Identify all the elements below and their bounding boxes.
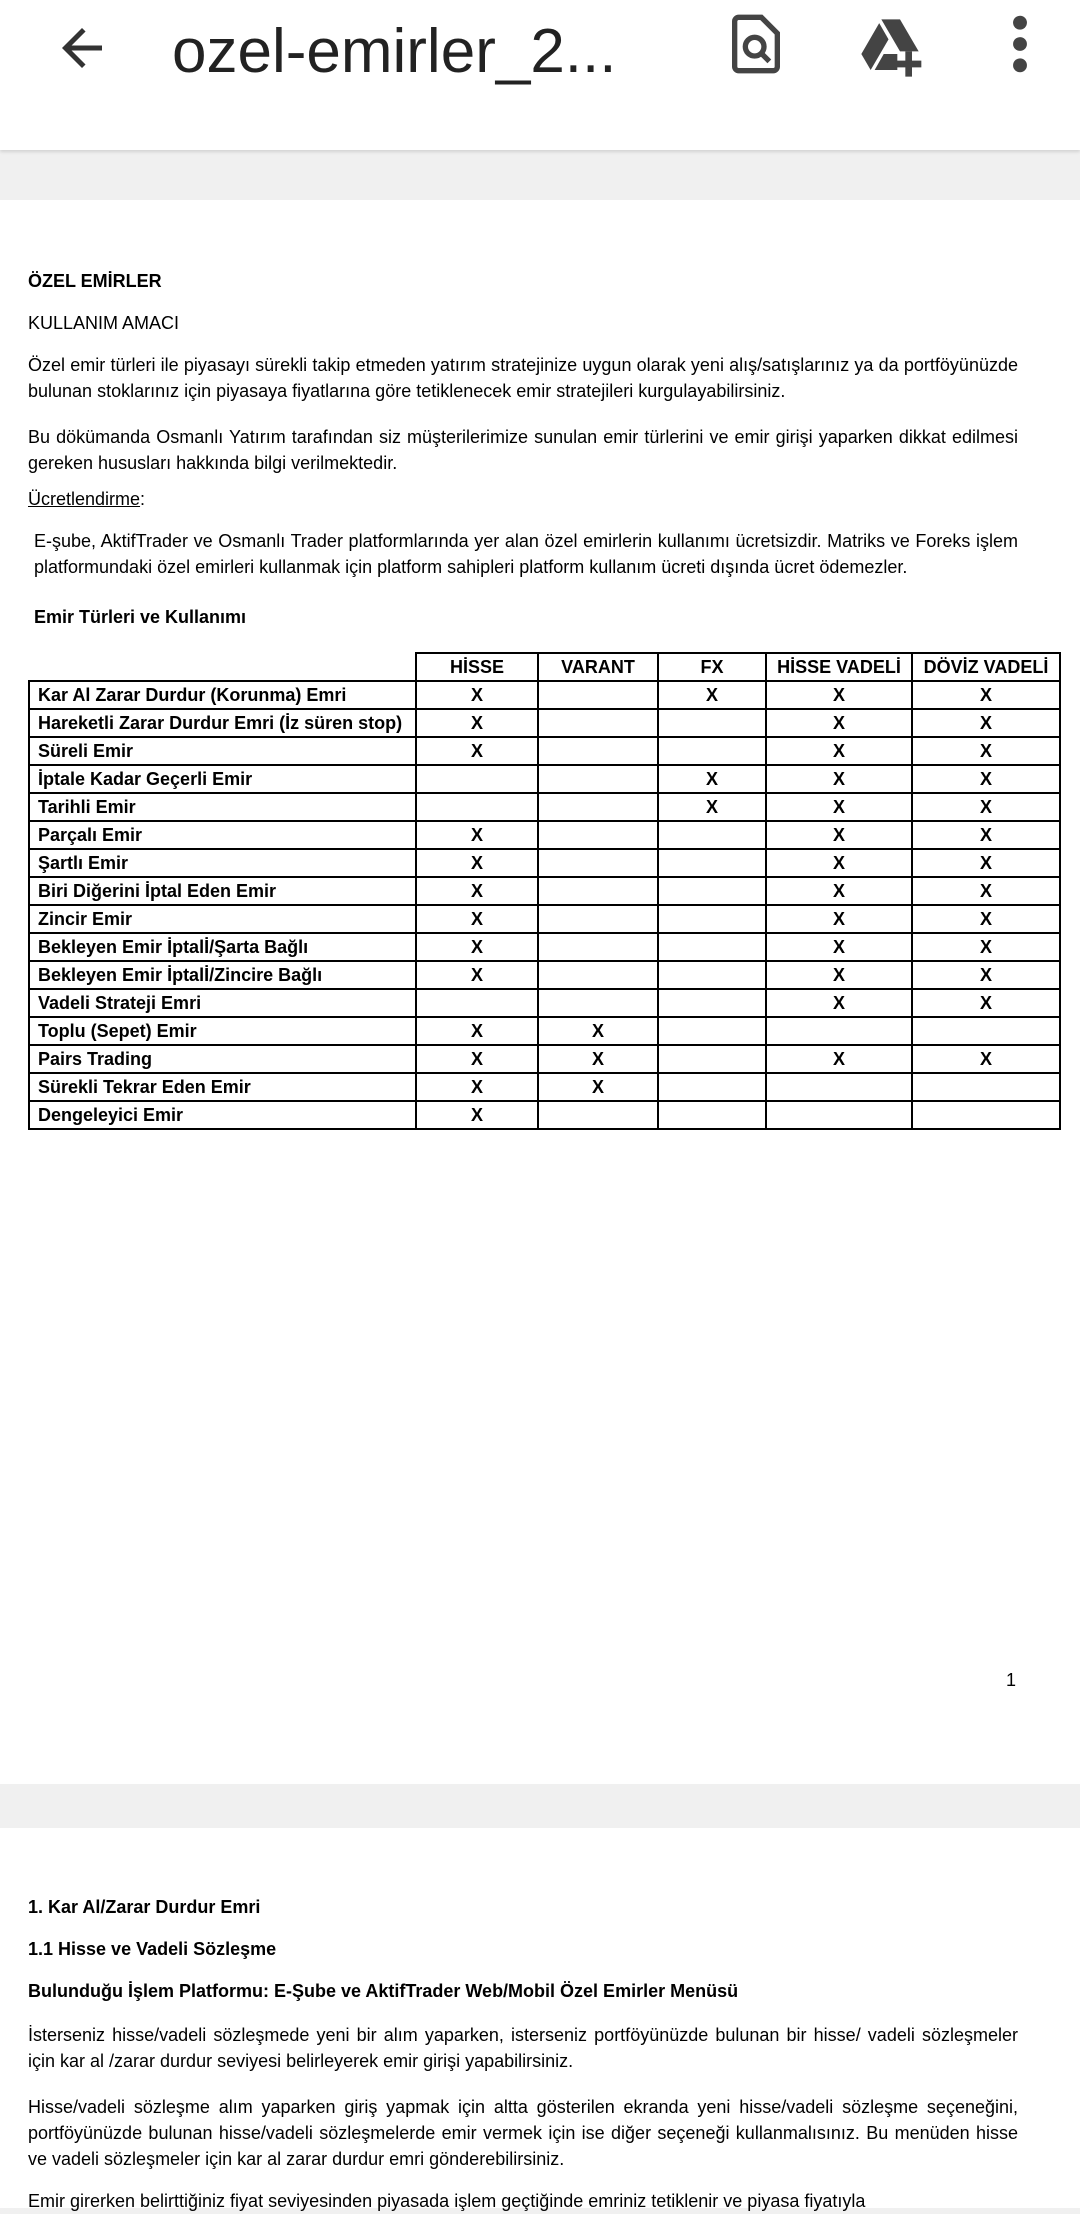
table-row (29, 1073, 1060, 1101)
table-row (29, 709, 1060, 737)
doc-paragraph-2: Bu dökümanda Osmanlı Yatırım tarafından siz müşterilerimize sunulan emir türlerini ve emir girişi yaparken dikkat edilmesi gereken hususları hakkında bilgi verilmektedir. (28, 427, 1018, 473)
fee-label: Ücretlendirme (28, 489, 141, 509)
table-cell (538, 821, 658, 849)
table-cell (538, 905, 658, 933)
table-cell: X (766, 989, 912, 1017)
column-header: DÖVİZ VADELİ (912, 653, 1060, 681)
table-cell: X (766, 681, 912, 709)
table-cell (538, 933, 658, 961)
table-cell: X (912, 709, 1060, 737)
order-type-name: Sürekli Tekrar Eden Emir (29, 1073, 416, 1101)
table-cell: X (416, 821, 538, 849)
table-row (29, 905, 1060, 933)
table-cell: X (658, 793, 766, 821)
doc-paragraph-1: Özel emir türleri ile piyasayı sürekli takip etmeden yatırım stratejinize uygun olarak yeni alış/satışlarınız ya da portföyünüzde bulunan stoklarınız için piyasaya fiyatlarına göre tetiklenecek emir stratejileri kurgulayabilirsiniz. (28, 355, 1018, 401)
table-header-row (29, 653, 1060, 681)
column-header: HİSSE VADELİ (766, 653, 912, 681)
pdf-page-1 (0, 200, 1080, 1784)
fee-colon: : (140, 489, 146, 509)
pdf-page-2 (0, 1828, 1080, 2211)
more-vert-icon[interactable] (1000, 12, 1040, 76)
table-cell: X (658, 765, 766, 793)
doc-paragraph-4: Hisse/vadeli sözleşme alım yaparken giriş yapmak için altta gösterilen ekranda yeni hisse/vadeli sözleşme seçeneğini, portföyünüzde bulunan hisse/vadeli sözleşmelerde emir vermek için ise diğer seçeneği kullanmalısınız. Bu menüden hisse ve vadeli sözleşmeler için kar al zarar durdur emri gönderebilirsiniz. (28, 2097, 1018, 2169)
table-cell: X (766, 793, 912, 821)
order-type-name: Dengeleyici Emir (29, 1101, 416, 1129)
table-cell: X (766, 1045, 912, 1073)
table-cell (658, 877, 766, 905)
table-cell: X (416, 681, 538, 709)
doc-subheading: KULLANIM AMACI (28, 313, 180, 333)
table-cell (658, 1045, 766, 1073)
table-cell (538, 765, 658, 793)
table-row (29, 681, 1060, 709)
table-cell (658, 849, 766, 877)
table-row (29, 765, 1060, 793)
table-cell: X (416, 709, 538, 737)
order-type-name: Hareketli Zarar Durdur Emri (İz süren stop) (29, 709, 416, 737)
table-cell (658, 821, 766, 849)
order-type-name: Biri Diğerini İptal Eden Emir (29, 877, 416, 905)
table-cell: X (766, 737, 912, 765)
table-cell: X (766, 821, 912, 849)
table-row (29, 961, 1060, 989)
order-type-name: Parçalı Emir (29, 821, 416, 849)
document-title: ozel-emirler_2... (172, 17, 617, 86)
table-cell: X (658, 681, 766, 709)
order-type-name: Toplu (Sepet) Emir (29, 1017, 416, 1045)
table-cell (766, 1073, 912, 1101)
table-cell (538, 737, 658, 765)
order-type-name: Bekleyen Emir İptalİ/Zincire Bağlı (29, 961, 416, 989)
table-row (29, 1101, 1060, 1129)
table-cell (766, 1017, 912, 1045)
table-cell: X (912, 793, 1060, 821)
table-cell: X (912, 821, 1060, 849)
table-row (29, 821, 1060, 849)
fee-heading (28, 486, 1018, 512)
table-cell: X (416, 849, 538, 877)
table-cell (538, 681, 658, 709)
table-row (29, 849, 1060, 877)
app-bar (0, 0, 1080, 150)
doc-paragraph-5: Emir girerken belirttiğiniz fiyat seviyesinden piyasada işlem geçtiğinde emriniz tetiklenir ve piyasa fiyatıyla (28, 2191, 866, 2211)
order-type-name: Pairs Trading (29, 1045, 416, 1073)
table-cell: X (766, 961, 912, 989)
table-cell: X (912, 765, 1060, 793)
table-cell (538, 709, 658, 737)
table-cell (416, 989, 538, 1017)
table-cell (538, 793, 658, 821)
table-cell (658, 933, 766, 961)
table-cell: X (766, 709, 912, 737)
table-cell: X (912, 933, 1060, 961)
order-type-name: Tarihli Emir (29, 793, 416, 821)
table-row (29, 1017, 1060, 1045)
order-types-table (28, 652, 1061, 1130)
table-cell (766, 1101, 912, 1129)
table-cell: X (912, 905, 1060, 933)
table-cell: X (766, 849, 912, 877)
section-heading: 1. Kar Al/Zarar Durdur Emri (28, 1897, 261, 1917)
table-cell: X (416, 933, 538, 961)
doc-paragraph-3: İsterseniz hisse/vadeli sözleşmede yeni bir alım yaparken, isterseniz portföyünüzde bulunan bir hisse/ vadeli sözleşmeler için kar al /zarar durdur seviyesi belirleyerek emir girişi yapabilirsiniz. (28, 2025, 1018, 2071)
google-drive-add-icon[interactable] (860, 14, 924, 78)
table-cell: X (416, 905, 538, 933)
table-cell (416, 765, 538, 793)
table-cell: X (416, 1073, 538, 1101)
order-type-name: Süreli Emir (29, 737, 416, 765)
table-cell: X (912, 737, 1060, 765)
table-cell (658, 737, 766, 765)
table-cell: X (416, 737, 538, 765)
table-row (29, 1045, 1060, 1073)
table-cell (658, 1073, 766, 1101)
table-cell: X (766, 877, 912, 905)
table-cell (538, 849, 658, 877)
column-header: HİSSE (416, 653, 538, 681)
order-type-name: Şartlı Emir (29, 849, 416, 877)
platform-heading: Bulunduğu İşlem Platformu: E-Şube ve AktifTrader Web/Mobil Özel Emirler Menüsü (28, 1981, 739, 2001)
order-type-name: Kar Al Zarar Durdur (Korunma) Emri (29, 681, 416, 709)
table-cell: X (416, 877, 538, 905)
table-cell (658, 1101, 766, 1129)
table-cell: X (538, 1045, 658, 1073)
column-header: FX (658, 653, 766, 681)
order-type-name: Vadeli Strateji Emri (29, 989, 416, 1017)
table-cell (912, 1101, 1060, 1129)
table-cell (538, 1101, 658, 1129)
table-row (29, 989, 1060, 1017)
table-title: Emir Türleri ve Kullanımı (34, 607, 247, 627)
table-cell: X (416, 1045, 538, 1073)
table-cell (912, 1017, 1060, 1045)
table-cell: X (416, 1101, 538, 1129)
table-cell: X (416, 961, 538, 989)
table-cell: X (766, 933, 912, 961)
table-cell (658, 905, 766, 933)
table-cell: X (912, 1045, 1060, 1073)
table-corner (29, 653, 416, 681)
table-cell: X (538, 1017, 658, 1045)
table-cell: X (766, 765, 912, 793)
table-cell (538, 989, 658, 1017)
doc-heading: ÖZEL EMİRLER (28, 271, 162, 291)
table-cell: X (538, 1073, 658, 1101)
table-cell (416, 793, 538, 821)
table-row (29, 933, 1060, 961)
table-row (29, 793, 1060, 821)
table-cell (912, 1073, 1060, 1101)
table-cell: X (912, 849, 1060, 877)
page-number: 1 (1005, 1670, 1016, 1690)
table-cell (658, 961, 766, 989)
table-cell (658, 709, 766, 737)
column-header: VARANT (538, 653, 658, 681)
table-row (29, 877, 1060, 905)
table-cell: X (766, 905, 912, 933)
fee-text: E-şube, AktifTrader ve Osmanlı Trader platformlarında yer alan özel emirlerin kullanımı ücretsizdir. Matriks ve Foreks işlem platformundaki özel emirleri kullanmak için platform sahipleri platform kullanım ücreti dışında ücret ödemezler. (34, 531, 1018, 577)
table-cell (538, 961, 658, 989)
subsection-heading: 1.1 Hisse ve Vadeli Sözleşme (28, 1939, 277, 1959)
table-cell: X (912, 961, 1060, 989)
order-type-name: İptale Kadar Geçerli Emir (29, 765, 416, 793)
table-cell (658, 1017, 766, 1045)
back-arrow-icon[interactable] (52, 18, 112, 78)
table-cell: X (912, 681, 1060, 709)
table-cell: X (912, 989, 1060, 1017)
order-type-name: Bekleyen Emir İptalİ/Şarta Bağlı (29, 933, 416, 961)
table-cell: X (416, 1017, 538, 1045)
find-in-page-icon[interactable] (724, 12, 788, 76)
order-type-name: Zincir Emir (29, 905, 416, 933)
table-cell: X (912, 877, 1060, 905)
table-cell (538, 877, 658, 905)
table-row (29, 737, 1060, 765)
table-cell (658, 989, 766, 1017)
